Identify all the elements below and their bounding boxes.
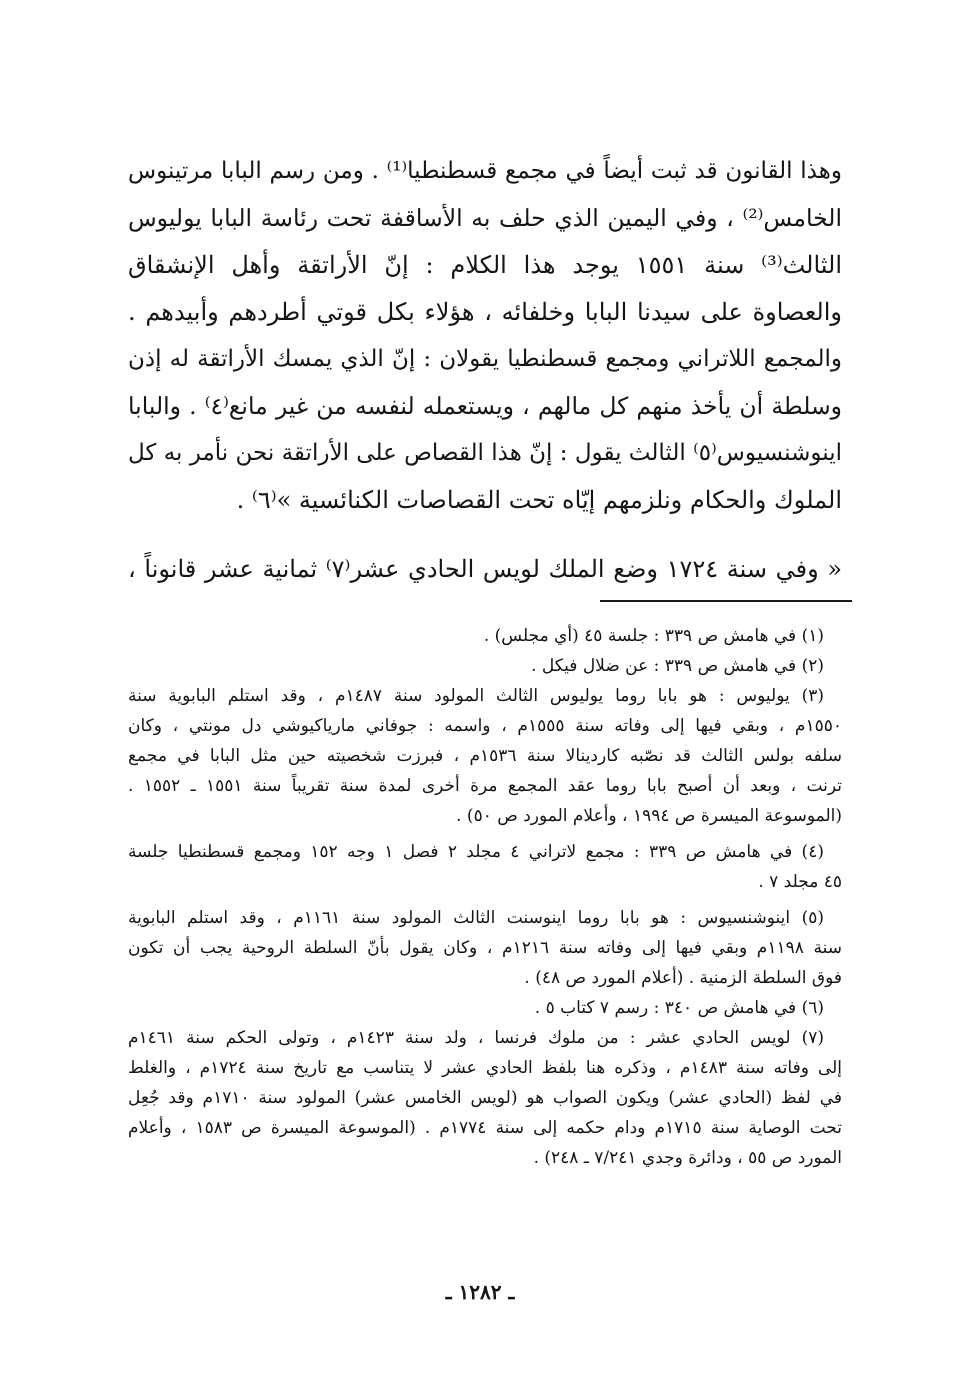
main-text <box>128 148 842 593</box>
footnote-4-line: ٤٥ مجلد ٧ . <box>758 872 842 892</box>
footnote-5-line: (٥) اينوشنسيوس : هو بابا روما اينوسنت الثالث المولود سنة ١١٦١م ، وقد استلم البابوية <box>128 908 825 928</box>
footnote-3-line: سلفه بولس الثالث قد نصّبه كاردينالا سنة ١٥٣٦م ، فبرزت شخصيته حين مثل البابا في مجمع <box>128 746 842 766</box>
footnote-4-line: (٤) في هامش ص ٣٣٩ : مجمع لاتراني ٤ مجلد ٢ فصل ١ وجه ١٥٢ ومجمع قسطنطيا جلسة <box>128 842 824 862</box>
footnotes <box>128 621 842 1173</box>
footnote-1: (١) في هامش ص ٣٣٩ : جلسة ٤٥ (أي مجلس) . <box>483 626 824 646</box>
body-line: وسلطة أن يأخذ منهم كل مالهم ، ويستعمله لنفسه من غير مانع⁽٤⁾ . والبابا <box>128 392 842 420</box>
footnote-7-line: في لفظ (الحادي عشر) ويكون الصواب هو (لويس الخامس عشر) المولود سنة ١٧١٠م وقد جُعِل <box>128 1088 842 1108</box>
footnote-3-line: ترنت ، وبعد أن أصبح بابا روما عقد المجمع مرة أخرى لمدة سنة تقريباً سنة ١٥٥١ ـ ١٥٥٢ . <box>128 776 842 796</box>
body-line: اينوشنسيوس⁽٥⁾ الثالث يقول : إنّ هذا القصاص على الأراتقة نحن نأمر به كل <box>128 440 842 466</box>
body-line: الخامس⁽²⁾ ، وفي اليمين الذي حلف به الأساقفة تحت رئاسة البابا يوليوس <box>128 204 842 232</box>
footnote-6: (٦) في هامش ص ٣٤٠ : رسم ٧ كتاب ٥ . <box>534 998 824 1018</box>
footnote-2: (٢) في هامش ص ٣٣٩ : عن ضلال فيكل . <box>531 656 824 676</box>
footnote-3-line: ١٥٥٠م ، وبقي فيها إلى وفاته سنة ١٥٥٥م ، واسمه : جوفاني مارياكيوشي دل مونتي ، وكان <box>128 716 842 736</box>
footnote-5-line: فوق السلطة الزمنية . (أعلام المورد ص ٤٨) . <box>524 968 842 988</box>
footnote-separator <box>600 600 852 602</box>
footnote-5-line: سنة ١١٩٨م وبقي فيها إلى وفاته سنة ١٢١٦م ، وكان يقول بأنّ السلطة الروحية يجب أن تكون <box>128 938 842 958</box>
footnote-7-line: تحت الوصاية سنة ١٧١٥م ودام حكمه إلى سنة ١٧٧٤م . (الموسوعة الميسرة ص ١٥٨٣ ، وأعلام <box>128 1118 842 1138</box>
body-line: الملوك والحكام ونلزمهم إيّاه تحت القصاصات الكنائسية »⁽٦⁾ . <box>236 486 842 514</box>
footnote-7-line: المورد ص ٥٥ ، ودائرة وجدي ٧/٢٤١ ـ ٢٤٨) . <box>533 1148 842 1168</box>
body-line: والعصاوة على سيدنا البابا وخلفائه ، هؤلاء بكل قوتي أطردهم وأبيدهم . <box>128 298 842 326</box>
footnote-7-line: (٧) لويس الحادي عشر : من ملوك فرنسا ، ولد سنة ١٤٢٣م ، وتولى الحكم سنة ١٤٦١م <box>128 1028 824 1048</box>
body-line: وهذا القانون قد ثبت أيضاً في مجمع قسطنطيا⁽¹⁾ . ومن رسم البابا مرتينوس <box>128 158 842 184</box>
body-line: والمجمع اللاتراني ومجمع قسطنطيا يقولان : إنّ الذي يمسك الأراتقة له إذن <box>128 346 842 372</box>
body-line: « وفي سنة ١٧٢٤ وضع الملك لويس الحادي عشر⁽٧⁾ ثمانية عشر قانوناً ، <box>128 555 842 583</box>
footnote-3-line: (٣) يوليوس : هو بابا روما يوليوس الثالث المولود سنة ١٤٨٧م ، وقد استلم البابوية سنة <box>128 686 824 706</box>
footnote-7-line: إلى وفاته سنة ١٤٨٣م ، وذكره هنا بلفظ الحادي عشر لا يتناسب مع تاريخ سنة ١٧٢٤م ، والغلط <box>128 1058 842 1078</box>
footnote-3-line: (الموسوعة الميسرة ص ١٩٩٤ ، وأعلام المورد ص ٥٠) . <box>456 806 842 826</box>
body-line: الثالث⁽³⁾ سنة ١٥٥١ يوجد هذا الكلام : إنّ الأراتقة وأهل الإنشقاق <box>128 251 842 279</box>
page-number: ـ ١٢٨٢ ـ <box>445 1280 515 1304</box>
